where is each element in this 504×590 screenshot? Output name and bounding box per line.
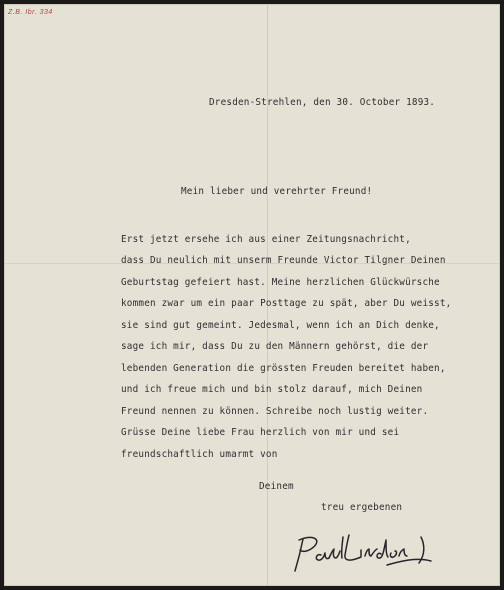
body-line: sie sind gut gemeint. Jedesmal, wenn ich an Dich denke,	[121, 320, 440, 331]
body-line: Erst jetzt ersehe ich aus einer Zeitungsnachricht,	[121, 234, 411, 245]
body-line: und ich freue mich und bin stolz darauf, mich Deinen	[121, 384, 423, 395]
body-line: Freund nennen zu können. Schreibe noch lustig weiter.	[121, 406, 429, 417]
closing-deinem: Deinem	[259, 481, 294, 492]
body-line: sage ich mir, dass Du zu den Männern gehörst, die der	[121, 341, 429, 352]
handwritten-signature	[289, 525, 439, 577]
dateline: Dresden-Strehlen, den 30. October 1893.	[209, 97, 436, 108]
body-line: dass Du neulich mit unserm Freunde Victor Tilgner Deinen	[121, 255, 446, 266]
archive-mark: Z.B. Ibr. 334	[8, 9, 53, 16]
closing-treu-ergebenen: treu ergebenen	[321, 502, 403, 513]
body-line: Grüsse Deine liebe Frau herzlich von mir und sei	[121, 427, 400, 438]
body-line: lebenden Generation die grössten Freuden bereitet haben,	[121, 363, 446, 374]
body-line: kommen zwar um ein paar Posttage zu spät, aber Du weisst,	[121, 298, 452, 309]
body-line: Geburtstag gefeiert hast. Meine herzlichen Glückwürsche	[121, 277, 440, 288]
fold-crease-vertical	[267, 5, 268, 585]
letter-sheet	[4, 4, 500, 586]
salutation: Mein lieber und verehrter Freund!	[181, 186, 373, 197]
body-line: freundschaftlich umarmt von	[121, 449, 278, 460]
